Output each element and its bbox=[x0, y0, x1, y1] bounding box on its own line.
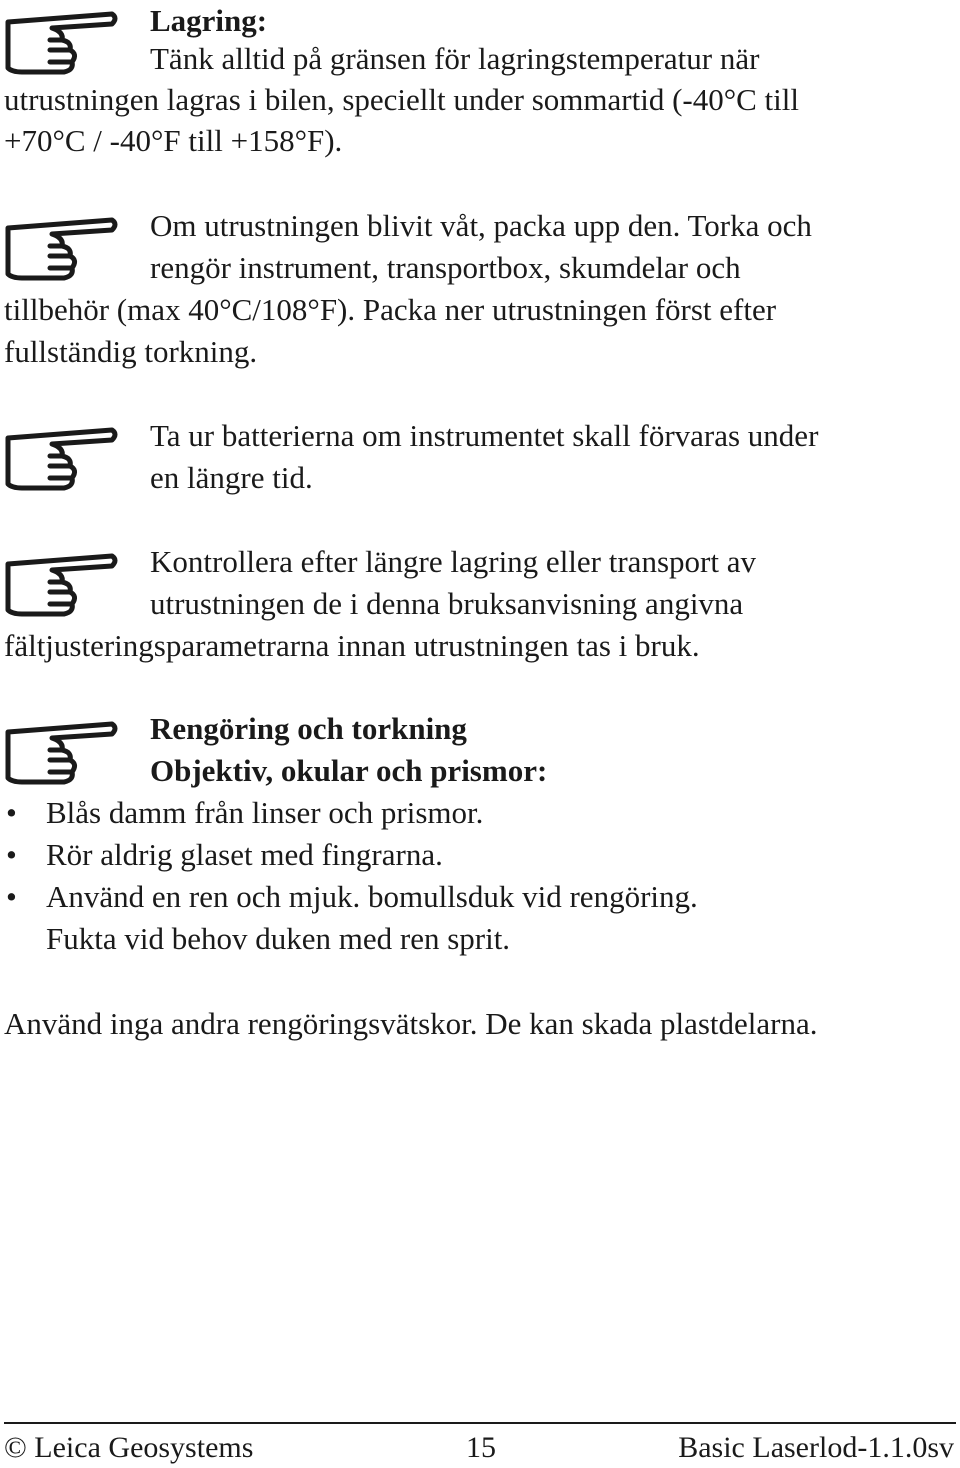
list-item bbox=[6, 792, 483, 834]
bullet-text: Använd en ren och mjuk. bomullsduk vid rengöring. bbox=[46, 879, 698, 914]
bullet-text: Rör aldrig glaset med fingrarna. bbox=[46, 837, 443, 872]
check-text-line-1: Kontrollera efter längre lagring eller transport av bbox=[150, 544, 756, 579]
pointing-hand-icon bbox=[2, 208, 120, 286]
page-number: 15 bbox=[466, 1431, 496, 1464]
bullet-symbol: • bbox=[6, 837, 17, 872]
bullet-symbol: • bbox=[6, 795, 17, 830]
list-item bbox=[6, 876, 698, 918]
list-item bbox=[6, 834, 443, 876]
bullet-symbol: • bbox=[6, 879, 17, 914]
storage-text-line-2: utrustningen lagras i bilen, speciellt under sommartid (-40°C till bbox=[4, 82, 799, 117]
wet-text-line-1: Om utrustningen blivit våt, packa upp den. Torka och bbox=[150, 208, 812, 243]
wet-text-line-4: fullständig torkning. bbox=[4, 334, 258, 369]
bullet-text: Blås damm från linser och prismor. bbox=[46, 795, 484, 830]
check-text-line-3: fältjusteringsparametrarna innan utrustningen tas i bruk. bbox=[4, 628, 700, 663]
pointing-hand-icon bbox=[2, 2, 120, 80]
bullet-continuation: Fukta vid behov duken med ren sprit. bbox=[46, 921, 511, 956]
pointing-hand-icon bbox=[2, 544, 120, 622]
footer-copyright: © Leica Geosystems bbox=[4, 1431, 254, 1464]
cleaning-subheading: Objektiv, okular och prismor: bbox=[150, 753, 548, 788]
batteries-text-line-2: en längre tid. bbox=[150, 460, 313, 495]
batteries-text-line-1: Ta ur batterierna om instrumentet skall förvaras under bbox=[150, 418, 819, 453]
cleaning-heading: Rengöring och torkning bbox=[150, 711, 467, 746]
storage-heading: Lagring: bbox=[150, 3, 268, 38]
wet-text-line-3: tillbehör (max 40°C/108°F). Packa ner utrustningen först efter bbox=[4, 292, 777, 327]
storage-text-line-3: +70°C / -40°F till +158°F). bbox=[4, 123, 343, 158]
check-text-line-2: utrustningen de i denna bruksanvisning angivna bbox=[150, 586, 744, 621]
wet-text-line-2: rengör instrument, transportbox, skumdelar och bbox=[150, 250, 741, 285]
pointing-hand-icon bbox=[2, 712, 120, 790]
cleaning-warning: Använd inga andra rengöringsvätskor. De kan skada plastdelarna. bbox=[4, 1006, 818, 1041]
pointing-hand-icon bbox=[2, 418, 120, 496]
footer-document-id: Basic Laserlod-1.1.0sv bbox=[678, 1431, 954, 1464]
footer-divider bbox=[4, 1422, 956, 1424]
storage-text-line-1: Tänk alltid på gränsen för lagringstemperatur när bbox=[150, 41, 760, 76]
